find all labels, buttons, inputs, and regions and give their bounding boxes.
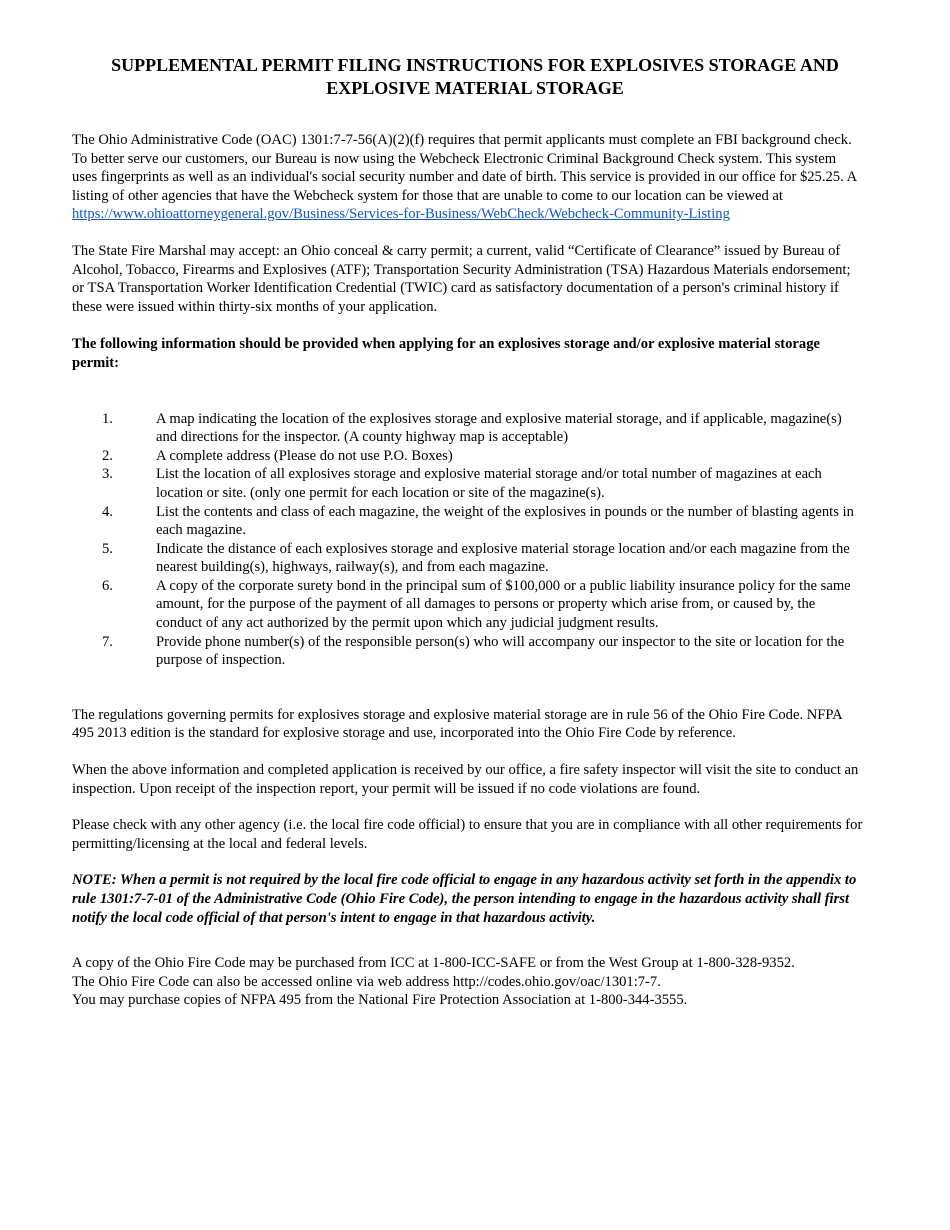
document-title: SUPPLEMENTAL PERMIT FILING INSTRUCTIONS FOR EXPLOSIVES STORAGE AND EXPLOSIVE MATERIAL STORAGE: [111, 55, 839, 98]
list-item-text: List the location of all explosives storage and explosive material storage and/or total number of magazines at each location or site. (only one permit for each location or site of the magazine(s).: [156, 466, 822, 501]
contact-line-online: The Ohio Fire Code can also be accessed online via web address http://codes.ohio.gov/oac/1301:7-7.: [72, 973, 661, 990]
requirements-list: [72, 410, 864, 670]
list-item-number: 5.: [102, 540, 113, 557]
background-check-paragraph: [72, 131, 864, 224]
inspection-paragraph: When the above information and completed application is received by our office, a fire safety inspector will visit the site to conduct an inspection. Upon receipt of the inspection report, your permit will be issued if no code violations are found.: [72, 762, 859, 797]
list-item-text: A complete address (Please do not use P.O. Boxes): [156, 447, 453, 464]
list-item: [72, 410, 864, 447]
contacts-block: [72, 954, 864, 1010]
contact-line-nfpa: You may purchase copies of NFPA 495 from the National Fire Protection Association at 1-800-344-3555.: [72, 992, 688, 1009]
list-item: [72, 447, 864, 466]
list-item: [72, 465, 864, 502]
list-item-number: 3.: [102, 466, 113, 483]
list-item-text: A map indicating the location of the explosives storage and explosive material storage, and if applicable, magazine(s) and directions for the inspector. (A county highway map is acceptable): [156, 410, 842, 446]
list-item-text: List the contents and class of each magazine, the weight of the explosives in pounds or the number of blasting agents in each magazine.: [156, 503, 854, 539]
regulations-paragraph: The regulations governing permits for explosives storage and explosive material storage are in rule 56 of the Ohio Fire Code. NFPA 495 2013 edition is the standard for explosive storage and use, incorporated into the Ohio Fire Code by reference.: [72, 706, 842, 742]
list-item-text: Provide phone number(s) of the responsible person(s) who will accompany our inspector to the site or location for the purpose of inspection.: [156, 633, 845, 669]
list-item-number: 6.: [102, 577, 113, 594]
list-item: [72, 577, 864, 633]
list-item-text: Indicate the distance of each explosives storage and explosive material storage location and/or each magazine from the nearest building(s), highways, railway(s), and from each magazine.: [156, 540, 850, 576]
list-item: [72, 540, 864, 577]
list-item-number: 7.: [102, 633, 113, 650]
contact-line-icc: A copy of the Ohio Fire Code may be purchased from ICC at 1-800-ICC-SAFE or from the West Group at 1-800-328-9352.: [72, 955, 795, 972]
list-item: [72, 633, 864, 670]
compliance-paragraph: Please check with any other agency (i.e. the local fire code official) to ensure that you are in compliance with all other requirements for permitting/licensing at the local and federal levels.: [72, 817, 863, 852]
note-paragraph: NOTE: When a permit is not required by the local fire code official to engage in any hazardous activity set forth in the appendix to rule 1301:7-7-01 of the Administrative Code (Ohio Fire Code), the person intending to engage in the hazardous activity shall first notify the local code official of that person's intent to engage in that hazardous activity.: [72, 872, 857, 926]
list-item-number: 2.: [102, 447, 113, 464]
list-item-number: 4.: [102, 503, 113, 520]
webcheck-link[interactable]: https://www.ohioattorneygeneral.gov/Business/Services-for-Business/WebCheck/Webcheck-Community-Listing: [72, 206, 730, 223]
requirements-heading: The following information should be provided when applying for an explosives storage and/or explosive material storage permit:: [72, 336, 820, 371]
background-check-text: The Ohio Administrative Code (OAC) 1301:7-7-56(A)(2)(f) requires that permit applicants must complete an FBI background check. To better serve our customers, our Bureau is now using the Webcheck Electronic Criminal Background Check system. This system uses fingerprints as well as an individual's social security number and date of birth. This service is provided in our office for $25.25. A listing of other agencies that have the Webcheck system for those that are unable to come to our location can be viewed at: [72, 132, 857, 204]
fire-marshal-paragraph: The State Fire Marshal may accept: an Ohio conceal & carry permit; a current, valid “Certificate of Clearance” issued by Bureau of Alcohol, Tobacco, Firearms and Explosives (ATF); Transportation Security Administration (TSA) Hazardous Materials endorsement; or TSA Transportation Worker Identification Credential (TWIC) card as satisfactory documentation of a person's criminal history if these were issued within thirty-six months of your application.: [72, 242, 851, 315]
list-item-text: A copy of the corporate surety bond in the principal sum of $100,000 or a public liability insurance policy for the same amount, for the purpose of the payment of all damages to persons or property which arise from, or caused by, the conduct of any act authorized by the permit upon which any judicial judgment results.: [156, 577, 851, 632]
list-item: [72, 503, 864, 540]
list-item-number: 1.: [102, 410, 113, 427]
